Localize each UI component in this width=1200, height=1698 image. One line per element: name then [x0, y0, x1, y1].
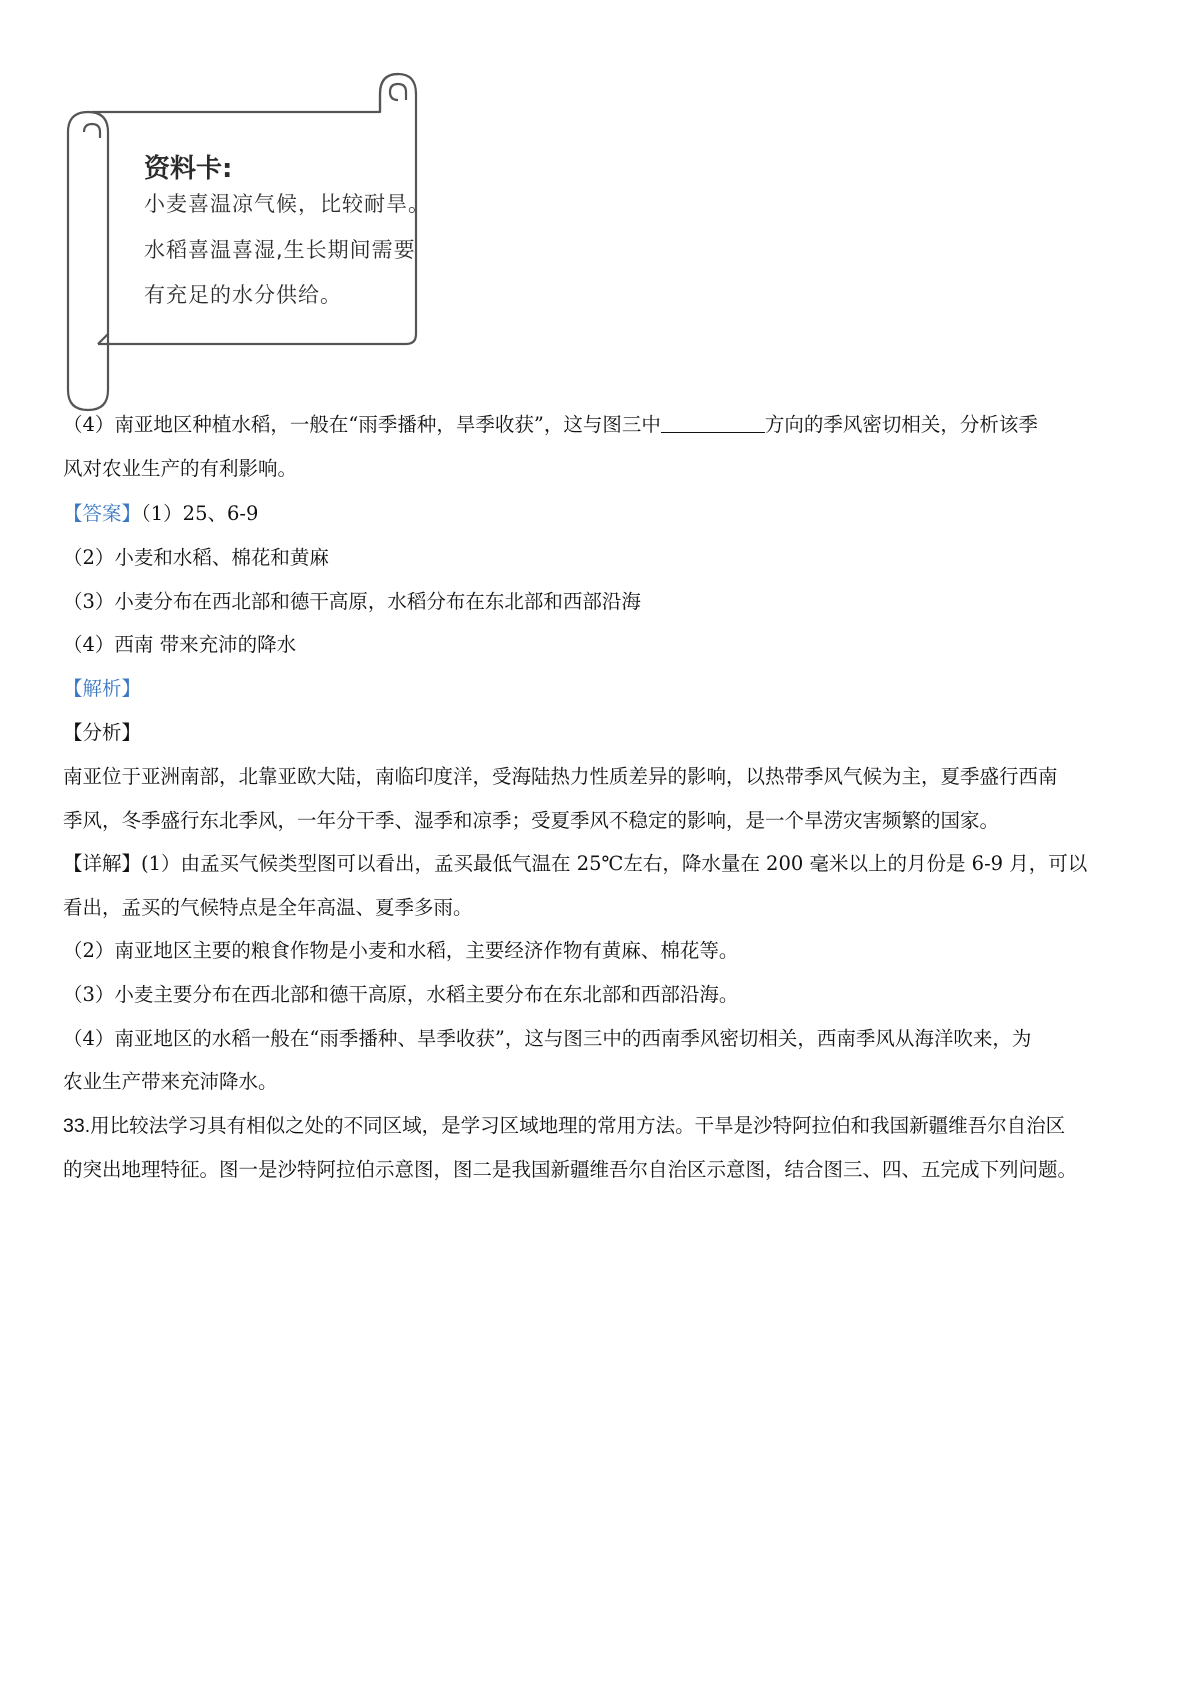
card-line-2: 水稻喜温喜湿,生长期间需要: [144, 238, 416, 262]
card-title: 资料卡:: [144, 154, 233, 184]
answer-blank: [661, 414, 765, 433]
card-line-3: 有充足的水分供给。: [144, 283, 342, 307]
xiangjie-4-line-1: （4）南亚地区的水稻一般在“雨季播种、旱季收获”，这与图三中的西南季风密切相关，西南季风从海洋吹来，为: [63, 1027, 1032, 1050]
question-4-text-b: 方向的季风密切相关，分析该季: [764, 413, 1038, 436]
fenxi-line-2: 季风，冬季盛行东北季风，一年分干季、湿季和凉季；受夏季风不稳定的影响，是一个旱涝灾害频繁的国家。: [63, 809, 1000, 832]
fenxi-label: 【分析】: [63, 721, 142, 744]
answer-line-1: [63, 501, 1143, 526]
question-33-line-2: 的突出地理特征。图一是沙特阿拉伯示意图，图二是我国新疆维吾尔自治区示意图，结合图三、四、五完成下列问题。: [63, 1158, 1078, 1181]
xiangjie-label: 【详解】: [63, 852, 142, 875]
question-4-text-a: （4）南亚地区种植水稻，一般在“雨季播种，旱季收获”，这与图三中: [63, 413, 661, 436]
question-33-text: 用比较法学习具有相似之处的不同区域，是学习区域地理的常用方法。干旱是沙特阿拉伯和我国新疆维吾尔自治区: [90, 1114, 1066, 1137]
card-line-1: 小麦喜温凉气候，比较耐旱。: [144, 192, 430, 216]
question-33-line-1: [63, 1113, 1143, 1139]
answer-4: （4）西南 带来充沛的降水: [63, 633, 297, 656]
xiangjie-4-line-2: 农业生产带来充沛降水。: [63, 1070, 278, 1093]
answer-3: （3）小麦分布在西北部和德干高原，水稻分布在东北部和西部沿海: [63, 590, 641, 613]
answer-label: 【答案】: [63, 502, 142, 525]
xiangjie-1-text: (1）由孟买气候类型图可以看出，孟买最低气温在 25℃左右，降水量在 200 毫米以上的月份是 6-9 月，可以: [141, 852, 1088, 875]
xiangjie-3: （3）小麦主要分布在西北部和德干高原，水稻主要分布在东北部和西部沿海。: [63, 983, 739, 1006]
analysis-label: 【解析】: [63, 677, 142, 700]
question-4-line-1: [63, 412, 1143, 437]
answer-1: （1）25、6-9: [141, 502, 259, 525]
question-4-line-2: 风对农业生产的有利影响。: [63, 457, 298, 480]
xiangjie-line-1: [63, 851, 1143, 876]
info-card-scroll: [62, 72, 462, 414]
question-33-number: 33.: [63, 1115, 91, 1137]
xiangjie-line-2: 看出，孟买的气候特点是全年高温、夏季多雨。: [63, 896, 473, 919]
fenxi-line-1: 南亚位于亚洲南部，北靠亚欧大陆，南临印度洋，受海陆热力性质差异的影响，以热带季风气候为主，夏季盛行西南: [63, 765, 1058, 788]
xiangjie-2: （2）南亚地区主要的粮食作物是小麦和水稻，主要经济作物有黄麻、棉花等。: [63, 939, 739, 962]
answer-2: （2）小麦和水稻、棉花和黄麻: [63, 546, 329, 569]
